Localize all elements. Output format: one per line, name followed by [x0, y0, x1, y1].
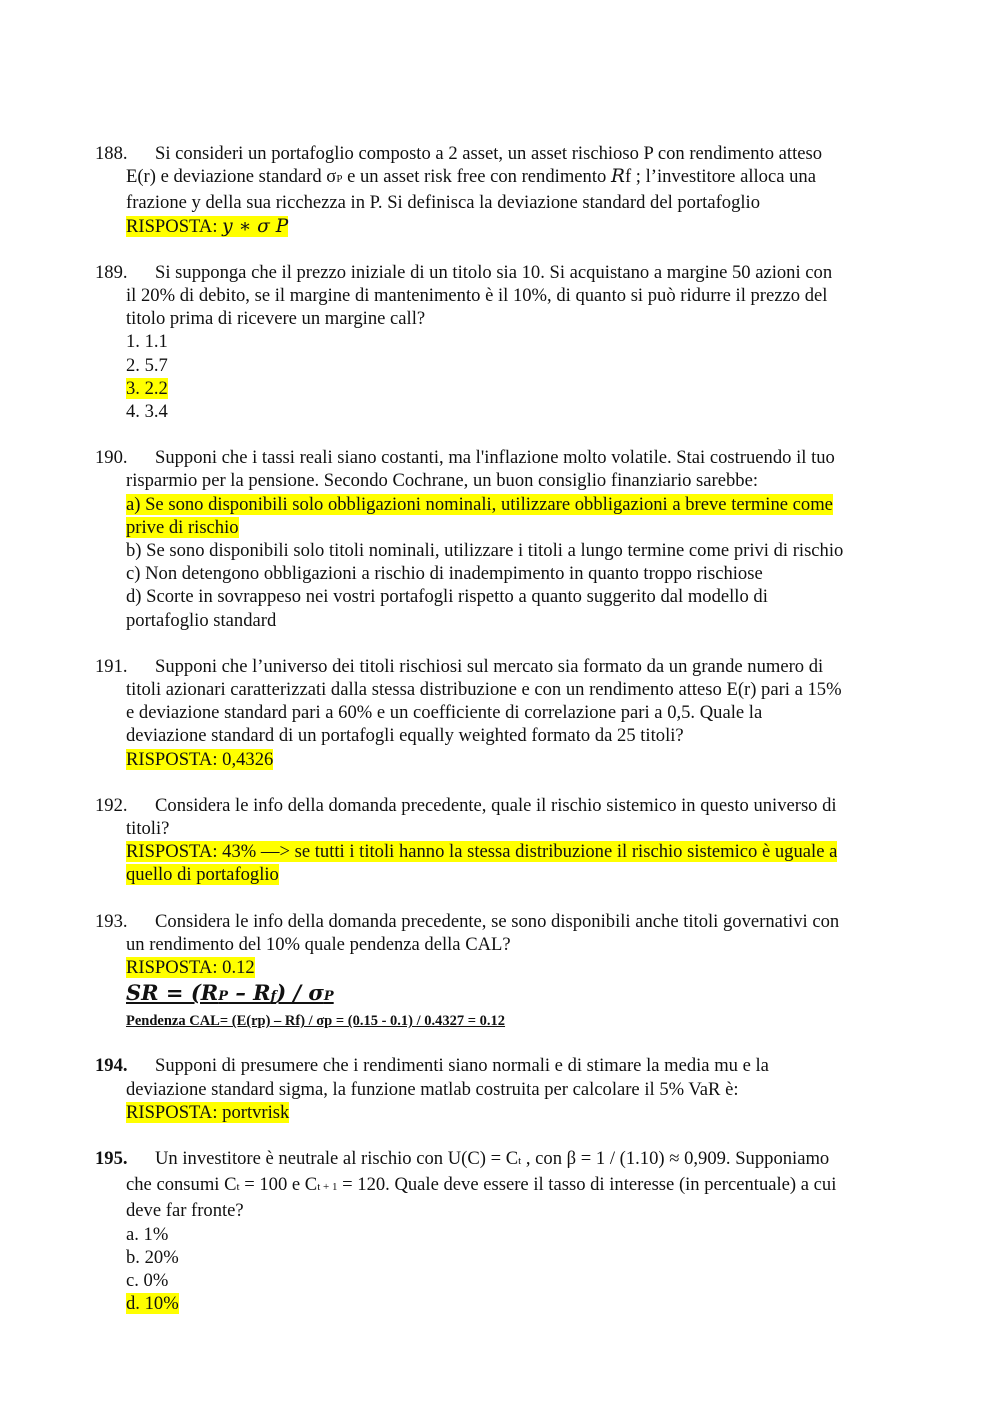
option: c. 0%	[126, 1269, 169, 1291]
option: d) Scorte in sovrappeso nei vostri portafogli rispetto a quanto suggerito dal modello di	[126, 586, 768, 608]
option-correct: prive di rischio	[126, 516, 239, 538]
answer-highlight: quello di portafoglio	[126, 864, 279, 886]
question-number: 190.	[95, 447, 128, 469]
question-190: 190. Supponi che i tassi reali siano costanti, ma l'inflazione molto volatile. Stai costruendo il tuo risparmio per la pensione. Secondo Cochrane, un buon consiglio finanziario sarebbe: a) Se sono disponibili solo obbligazioni nominali, utilizzare obbligazioni a breve termine come prive di rischio b) Se sono disponibili solo titoli nominali, utilizzare i titoli a lungo termine come privi di rischio c) Non detengono obbligazioni a rischio di inadempimento in quanto troppo rischiose d) Scorte in sovrappeso nei vostri portafogli rispetto a quanto suggerito dal modello di portafoglio standard	[95, 447, 844, 631]
answer-highlight: RISPOSTA: portvrisk	[126, 1101, 290, 1123]
question-text: Si consideri un portafoglio composto a 2 asset, un asset rischioso P con rendimento atteso	[155, 143, 823, 164]
option: 4. 3.4	[126, 401, 168, 423]
option-correct: a) Se sono disponibili solo obbligazioni nominali, utilizzare obbligazioni a breve termine come	[126, 493, 833, 515]
option: b. 20%	[126, 1246, 179, 1268]
question-list	[95, 142, 910, 1338]
question-number: 195.	[95, 1147, 128, 1169]
question-188: 188. Si consideri un portafoglio composto a 2 asset, un asset rischioso P con rendimento atteso E(r) e deviazione standard σP e un asset risk free con rendimento Rf ; l’investitore alloca una frazione y della sua ricchezza in P. Si definisca la deviazione standard del portafoglio RISPOSTA: y ∗ σ P	[95, 143, 823, 237]
cal-slope-calculation: Pendenza CAL= (E(rp) – Rf) / σp = (0.15 - 0.1) / 0.4327 = 0.12	[126, 1013, 506, 1030]
question-number: 192.	[95, 794, 128, 816]
question-192: 192. Considera le info della domanda precedente, quale il rischio sistemico in questo universo di titoli? RISPOSTA: 43% —> se tutti i titoli hanno la stessa distribuzione il rischio sistemico è uguale a quello di portafoglio	[95, 794, 838, 886]
option: b) Se sono disponibili solo titoli nominali, utilizzare i titoli a lungo termine come privi di rischio	[126, 540, 844, 562]
question-text: frazione y della sua ricchezza in P. Si definisca la deviazione standard del portafoglio	[126, 192, 761, 214]
answer-highlight: RISPOSTA: 0.12	[126, 957, 255, 979]
question-number: 188.	[95, 143, 128, 164]
question-number: 193.	[95, 910, 128, 932]
answer-highlight: RISPOSTA: 43% —> se tutti i titoli hanno la stessa distribuzione il rischio sistemico è uguale a	[126, 841, 838, 863]
option: a. 1%	[126, 1223, 169, 1245]
option-correct: d. 10%	[126, 1293, 179, 1315]
question-193: 193. Considera le info della domanda precedente, se sono disponibili anche titoli governativi con un rendimento del 10% quale pendenza della CAL? RISPOSTA: 0.12 SR = (RP – Rf) / σP Pendenza CAL= (E(rp) – Rf) / σp = (0.15 - 0.1) / 0.4327 = 0.12	[95, 910, 910, 1032]
question-194: 194. Supponi di presumere che i rendimenti siano normali e di stimare la media mu e la deviazione standard sigma, la funzione matlab costruita per calcolare il 5% VaR è: RISPOSTA: portvrisk	[95, 1055, 769, 1123]
option-correct: 3. 2.2	[126, 377, 168, 399]
option: 1. 1.1	[126, 331, 168, 353]
option: 2. 5.7	[126, 354, 168, 376]
answer-highlight: RISPOSTA: 0,4326	[126, 748, 274, 770]
question-191: 191. Supponi che l’universo dei titoli rischiosi sul mercato sia formato da un grande numero di titoli azionari caratterizzati dalla stessa distribuzione e con un rendimento atteso E(r) pari a 15% e deviazione standard pari a 60% e un coefficiente di correlazione pari a 0,5. Quale la deviazione standard di un portafogli equally weighted formato da 25 titoli? RISPOSTA: 0,4326	[95, 655, 842, 770]
question-195: 195. Un investitore è neutrale al rischio con U(C) = Ct , con β = 1 / (1.10) ≈ 0,909. Supponiamo che consumi Ct = 100 e Ct + 1 = 120. Quale deve essere il tasso di interesse (in percentuale) a cui deve far fronte? a. 1% b. 20% c. 0% d. 10%	[95, 1147, 837, 1315]
question-189: 189. Si supponga che il prezzo iniziale di un titolo sia 10. Si acquistano a margine 50 azioni con il 20% di debito, se il margine di mantenimento è il 10%, di quanto si può ridurre il prezzo del titolo prima di ricevere un margine call? 1. 1.1 2. 5.7 3. 2.2 4. 3.4	[95, 261, 833, 423]
option: portafoglio standard	[126, 609, 277, 631]
question-number: 194.	[95, 1055, 128, 1077]
question-number: 189.	[95, 261, 128, 283]
option: c) Non detengono obbligazioni a rischio di inadempimento in quanto troppo rischiose	[126, 563, 763, 585]
answer-highlight: RISPOSTA: y ∗ σ P	[126, 215, 289, 237]
sharpe-ratio-formula: SR = (RP – Rf) / σP	[126, 980, 334, 1006]
question-number: 191.	[95, 655, 128, 677]
